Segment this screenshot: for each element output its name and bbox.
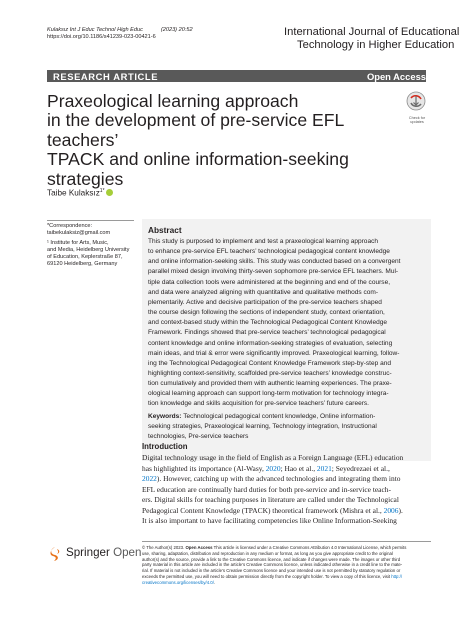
license-text-part: This article is licensed under a Creative Commons Attribution 4.0 International License, which permits <box>212 545 407 550</box>
correspondence-label: *Correspondence: <box>47 223 93 229</box>
doi-link[interactable]: https://doi.org/10.1186/s41239-023-00421-6 <box>47 34 156 40</box>
license-text-part: use, sharing, adaptation, distribution and reproduction in any medium or format, as long as you give appropriate credit to the original <box>142 550 393 556</box>
abstract-line: to enhance pre-service EFL teachers’ technological pedagogical content knowledge <box>148 248 390 256</box>
affiliation-line: 69120 Heidelberg, Germany <box>47 261 118 267</box>
intro-text: ; Seyedrezaei et al., <box>331 463 390 473</box>
orcid-icon[interactable] <box>106 189 113 196</box>
introduction-heading: Introduction <box>142 442 188 451</box>
author-line <box>47 186 113 199</box>
citation-year: (2023) 20:52 <box>160 27 193 33</box>
intro-text: ). <box>398 505 403 515</box>
intro-line <box>142 516 397 527</box>
abstract-line: This study is purposed to implement and test a praxeological learning approach <box>148 238 379 245</box>
intro-text: ). However, catching up with the advanced technologies and integrating them into <box>156 474 401 483</box>
intro-line <box>142 506 403 517</box>
keywords-label: Keywords: <box>148 413 182 420</box>
article-type-label: RESEARCH ARTICLE <box>53 70 159 82</box>
publisher-springer: Springer <box>66 546 110 559</box>
check-for-updates-icon[interactable] <box>404 90 428 118</box>
abstract-line: the course design following the sections of independent study, context orientation, <box>148 309 385 317</box>
citation-link[interactable]: 2022 <box>142 474 157 483</box>
correspondence-email[interactable]: taibekulaksiz@gmail.com <box>47 230 111 236</box>
intro-line <box>142 453 403 464</box>
intro-line <box>142 495 399 506</box>
intro-text: has highlighted its importance (Al-Wasy, <box>142 463 266 473</box>
abstract-line: ing the Technological Pedagogical Content Knowledge Framework step-by-step and <box>148 359 391 367</box>
license-link[interactable]: creativecommons.org/licenses/by/4.0/ <box>142 579 214 585</box>
title-line: strategies <box>47 168 124 189</box>
open-access-label: Open Access <box>366 70 426 82</box>
intro-line <box>142 474 401 485</box>
intro-line <box>142 464 390 475</box>
title-line: in the development of pre-service EFL teachers’ <box>47 110 344 150</box>
abstract-line: main ideas, and trial & error were significantly improved. Praxeological learning, follow- <box>148 349 400 357</box>
license-link[interactable]: http:// <box>391 574 403 579</box>
abstract-line: tion knowledge and skills acquisition for pre-service teachers’ future careers. <box>148 400 370 408</box>
keywords-text: seeking strategies, Praxeological learning, Technology integration, Instructional <box>148 423 377 431</box>
license-text-part: rial. If material is not included in the article’s Creative Commons licence and your intended use is not permitted by statutory regulation or <box>142 568 401 574</box>
abstract-line: tiple data collection tools were administered at the beginning and end of the course, <box>148 278 391 286</box>
abstract-line: and context-based study within the Technological Pedagogical Content Knowledge <box>148 319 388 327</box>
license-text-part: © The Author(s) 2023. <box>142 545 186 550</box>
abstract-line: and online information-seeking skills. This study was conducted based on a convergent <box>148 258 401 266</box>
license-text-part: . <box>213 579 216 585</box>
affiliation-line: and Media, Heidelberg University <box>47 247 130 253</box>
intro-text: ers. Digital skills for teaching purposes in literature are called under the Technological <box>142 495 399 504</box>
open-access-label-inline: Open Access <box>185 545 213 550</box>
abstract-line: plementarily. Active and decisive participation of the pre-service teachers shaped <box>148 298 382 306</box>
footer-divider <box>142 541 431 542</box>
author-name: Taibe Kulaksız <box>47 188 100 198</box>
author-marks: 1* <box>99 188 105 194</box>
keywords-line <box>148 422 377 432</box>
affiliation <box>47 240 137 268</box>
citation-journal: Kulaksız Int J Educ Technol High Educ <box>47 27 143 33</box>
keywords-text: Technological pedagogical content knowledge, Online information- <box>183 413 376 420</box>
abstract-heading: Abstract <box>148 225 182 235</box>
intro-text: ; Hao et al., <box>280 463 317 473</box>
license-line <box>142 580 215 586</box>
abstract-line: Framework. Findings showed that pre-service teachers’ technological pedagogical <box>148 329 386 337</box>
intro-text: Pedagogical Content Knowledge (TPACK) theoretical framework (Mishra et al., <box>142 505 384 515</box>
abstract-line: and data were analyzed aligning with quantitative and qualitative methods com- <box>148 288 379 296</box>
journal-name-line2: Technology in Higher Education <box>297 39 455 51</box>
affiliation-line: ¹ Institute for Arts, Music, <box>47 240 109 246</box>
check-for-updates-label[interactable] <box>402 116 432 125</box>
sidebar-divider <box>47 220 134 221</box>
article-title <box>47 92 407 189</box>
check-updates-line1: Check for <box>408 116 426 120</box>
abstract-line: parallel mixed design involving thirty-seven sophomore pre-service EFL teachers. Mul- <box>148 268 399 276</box>
intro-text: EFL education are continually hard duties for both pre-service and in-service teach- <box>142 484 391 494</box>
intro-text: It is also important to have facilitating competencies like Online Information-Seeking <box>142 516 397 525</box>
license-text-part: exceeds the permitted use, you will need to obtain permission directly from the copyright holder. To view a copy of this licence, visit <box>142 574 392 579</box>
publisher-name <box>66 546 141 560</box>
publisher-open: Open <box>113 546 142 559</box>
citation-link[interactable]: 2021 <box>316 463 332 473</box>
keywords-line <box>148 432 248 442</box>
abstract-line: ological learning approach can support long-term motivation for technology integra- <box>148 390 389 398</box>
affiliation-line: of Education, Keplerstraße 87, <box>47 254 123 260</box>
abstract-line: highlighting context-sensitivity, scaffolded pre-service teachers’ knowledge construc- <box>148 369 392 377</box>
title-line: TPACK and online information-seeking <box>47 149 349 170</box>
license-text-part: party material in this article are included in the article’s Creative Commons licence, unless indicated otherwise in a credit line to the mate- <box>142 562 403 568</box>
abstract-line: content knowledge and online information-seeking strategies of evaluation, selecting <box>148 339 393 347</box>
intro-line <box>142 485 391 496</box>
citation-link[interactable]: 2006 <box>383 505 399 515</box>
citation-link[interactable]: 2020 <box>265 463 281 473</box>
license-text-part: author(s) and the source, provide a link to the Creative Commons licence, and indicate if changes were made. The images or other third <box>142 556 401 562</box>
intro-text: Digital technology usage in the field of English as a Foreign Language (EFL) education <box>142 453 404 462</box>
keywords-line <box>148 412 375 422</box>
abstract-line: tion cumulatively and provided them with authentic learning experiences. The praxe- <box>148 380 392 388</box>
check-updates-line2: updates <box>410 120 424 125</box>
keywords-text: technologies, Pre-service teachers <box>148 433 249 441</box>
title-line: Praxeological learning approach <box>47 91 299 111</box>
journal-name-line1: International Journal of Educational <box>284 26 460 38</box>
journal-name <box>284 26 459 52</box>
